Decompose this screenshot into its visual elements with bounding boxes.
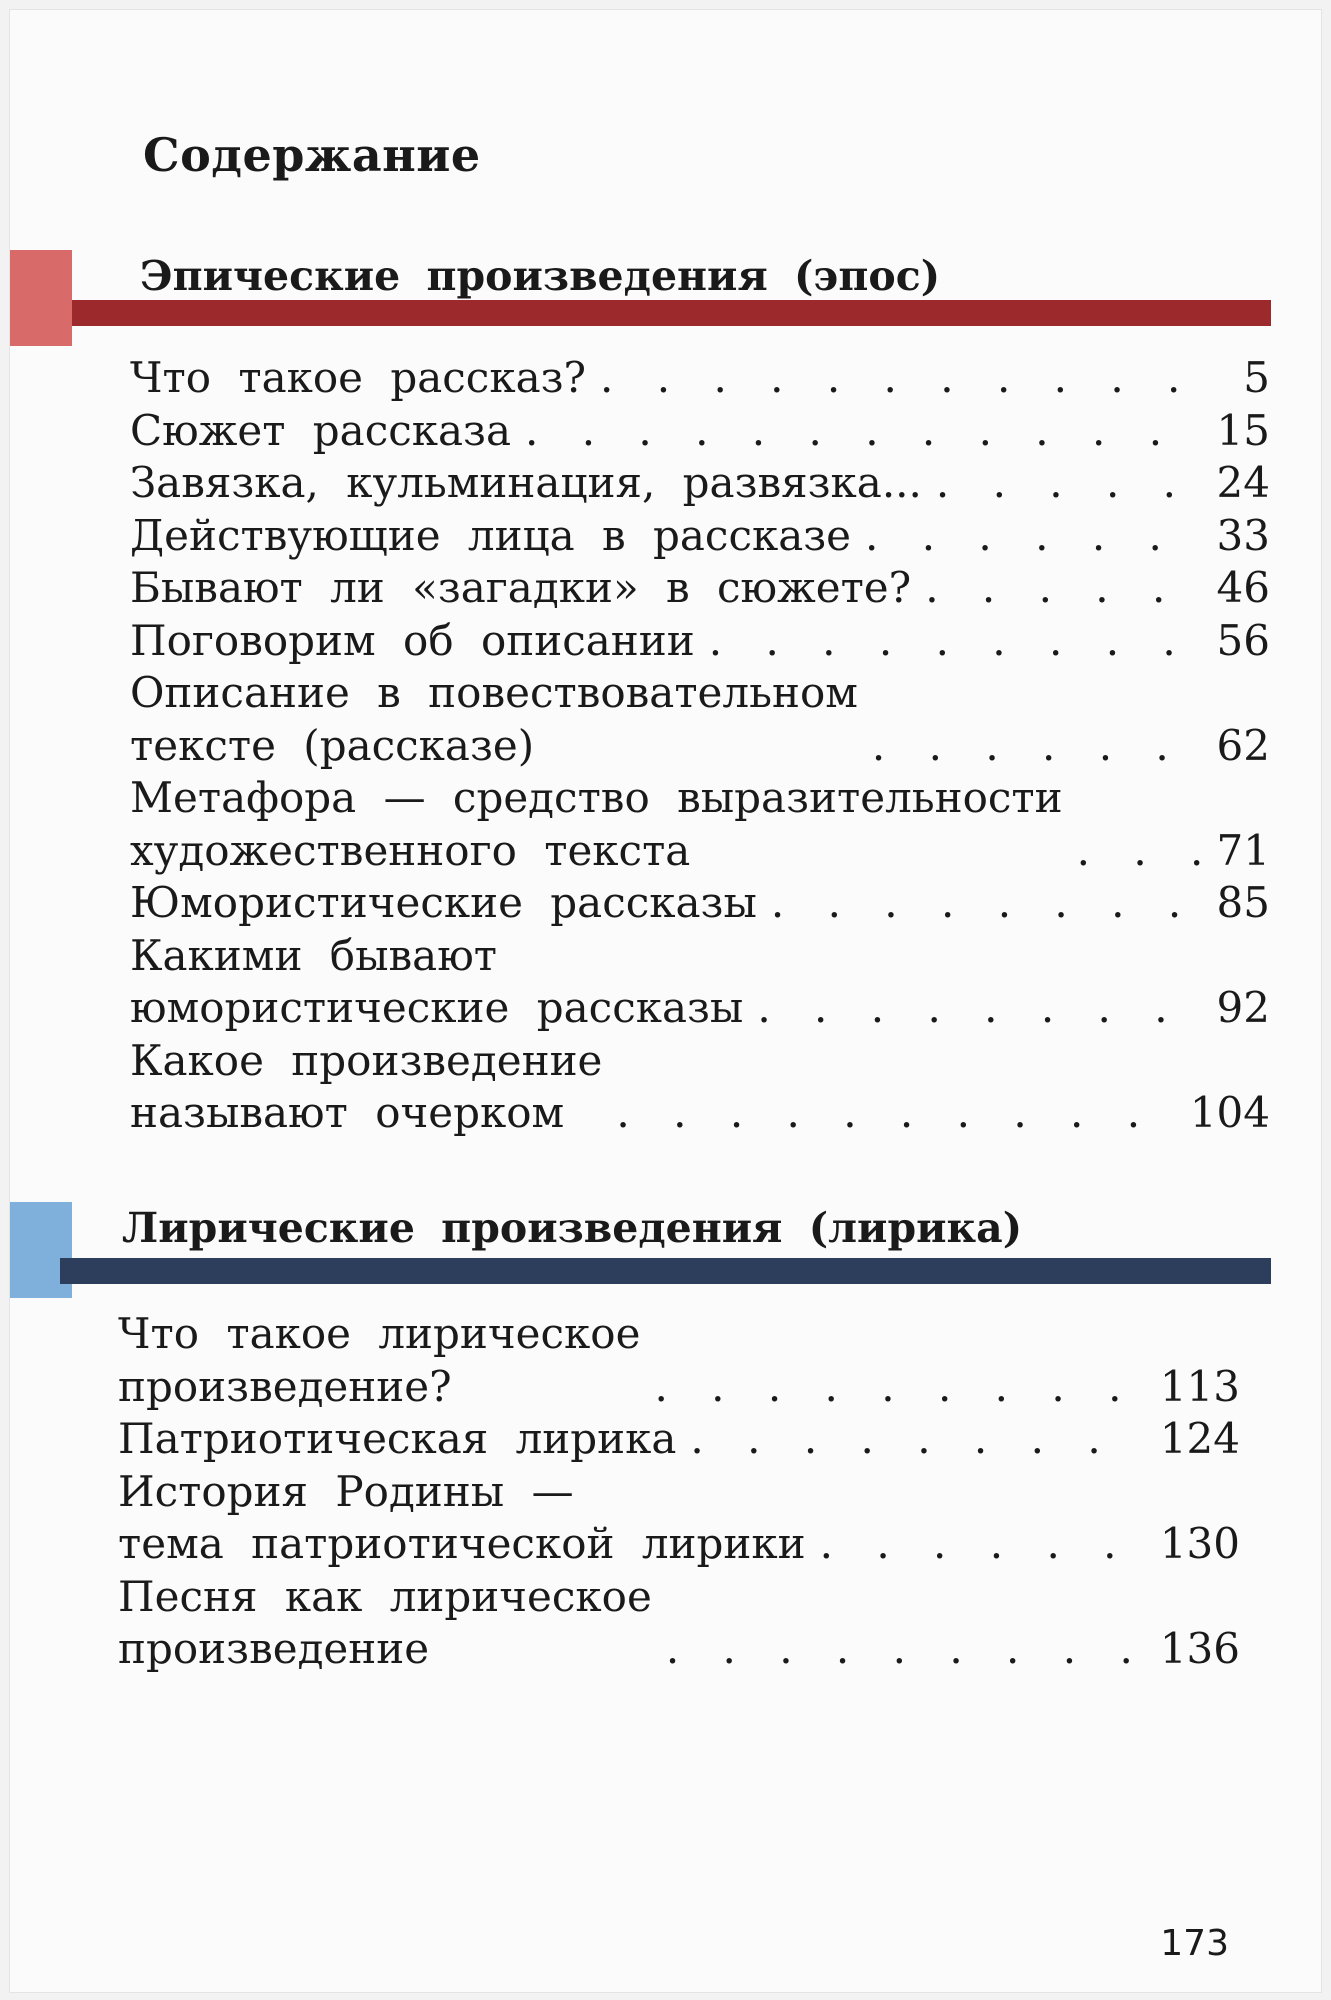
toc-page-number: 15 <box>1216 405 1270 455</box>
toc-entry-title: юмористические рассказы <box>130 983 744 1032</box>
toc-entry[interactable] <box>130 405 1270 458</box>
page-title: Содержание <box>143 128 481 182</box>
toc-entry[interactable] <box>130 930 1270 1035</box>
leader-dots <box>709 615 1203 668</box>
leader-dots <box>865 510 1203 563</box>
toc-entry-title: называют очерком <box>130 1088 565 1137</box>
leader-dots <box>666 1623 1146 1676</box>
leader-dots <box>936 457 1203 510</box>
toc-entry-title: Патриотическая лирика <box>118 1414 677 1463</box>
toc-entry-title-line1: Что такое лирическое <box>118 1309 641 1358</box>
toc-entry-title: тексте (рассказе) <box>130 720 535 770</box>
leader-dots <box>525 405 1203 458</box>
toc-page-number: 130 <box>1159 1519 1240 1568</box>
toc-entry-title: Сюжет рассказа <box>130 405 511 455</box>
toc-page-number: 104 <box>1189 1088 1270 1137</box>
toc-entry-title-line1: История Родины — <box>118 1466 574 1516</box>
toc-entry-title: Бывают ли «загадки» в сюжете? <box>130 563 912 612</box>
section-title-epic: Эпические произведения (эпос) <box>140 252 941 300</box>
leader-dots <box>820 1518 1146 1571</box>
toc-entry[interactable] <box>130 1035 1270 1140</box>
leader-dots <box>1077 825 1203 878</box>
toc-entry[interactable] <box>130 352 1270 405</box>
toc-entry[interactable] <box>118 1308 1240 1413</box>
toc-page-number: 136 <box>1159 1624 1240 1673</box>
toc-entry-title: Действующие лица в рассказе <box>130 510 852 560</box>
toc-page-number: 46 <box>1216 563 1270 612</box>
toc-page-number: 33 <box>1216 510 1270 560</box>
leader-dots <box>690 1413 1145 1466</box>
toc-entry-title: произведение? <box>118 1361 452 1411</box>
toc-entry[interactable] <box>130 562 1270 615</box>
leader-dots <box>600 352 1216 405</box>
toc-entry-title-line1: Какими бывают <box>130 930 498 980</box>
toc-entry-title: художественного текста <box>130 825 691 875</box>
toc-entry-title: Поговорим об описании <box>130 615 695 665</box>
leader-dots <box>925 562 1202 615</box>
section-rule-lyric <box>60 1258 1271 1284</box>
book-page <box>10 10 1321 1992</box>
leader-dots <box>872 720 1203 773</box>
toc-entry[interactable] <box>130 667 1270 772</box>
toc-page-number: 124 <box>1159 1414 1240 1463</box>
toc-list-lyric <box>118 1308 1240 1676</box>
toc-entry-title: Юмористические рассказы <box>130 878 757 927</box>
toc-page-number: 56 <box>1216 615 1270 665</box>
toc-list-epic <box>130 352 1270 1140</box>
toc-entry-title: произведение <box>118 1624 430 1673</box>
toc-page-number: 71 <box>1216 825 1270 875</box>
toc-entry[interactable] <box>118 1466 1240 1571</box>
toc-entry-title-line1: Метафора — средство выразительности <box>130 773 1063 822</box>
toc-page-number: 113 <box>1159 1361 1240 1411</box>
toc-entry[interactable] <box>130 877 1270 930</box>
section-rule-epic <box>72 300 1271 326</box>
leader-dots <box>771 877 1203 930</box>
leader-dots <box>757 982 1202 1035</box>
section-title-lyric: Лирические произведения (лирика) <box>122 1204 1023 1252</box>
toc-entry-title: Что такое рассказ? <box>130 353 587 402</box>
toc-entry-title-line1: Какое произведение <box>130 1035 603 1085</box>
toc-entry-title: Завязка, кульминация, развязка... <box>130 458 922 507</box>
toc-entry-title-line1: Описание в повествовательном <box>130 668 858 717</box>
section-tab-epic <box>10 250 72 346</box>
toc-page-number: 62 <box>1216 720 1270 770</box>
toc-entry[interactable] <box>130 510 1270 563</box>
toc-entry[interactable] <box>118 1571 1240 1676</box>
leader-dots <box>616 1087 1175 1140</box>
toc-page-number: 92 <box>1216 983 1270 1032</box>
toc-entry-title-line1: Песня как лирическое <box>118 1571 652 1621</box>
toc-page-number: 5 <box>1243 353 1270 402</box>
toc-page-number: 24 <box>1216 458 1270 507</box>
page-number: 173 <box>1160 1923 1229 1964</box>
toc-page-number: 85 <box>1216 878 1270 927</box>
leader-dots <box>654 1361 1145 1414</box>
toc-entry[interactable] <box>130 615 1270 668</box>
toc-entry[interactable] <box>130 772 1270 877</box>
toc-entry-title: тема патриотической лирики <box>118 1519 806 1568</box>
toc-entry[interactable] <box>118 1413 1240 1466</box>
toc-entry[interactable] <box>130 457 1270 510</box>
